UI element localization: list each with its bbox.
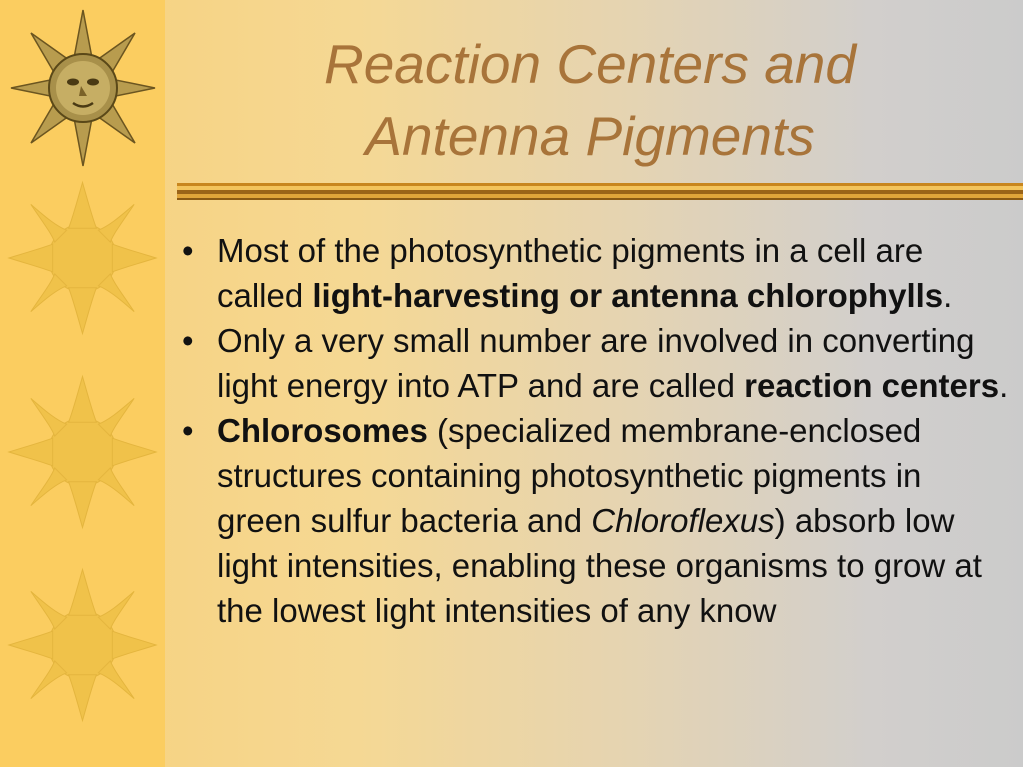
bullet-text: . — [999, 367, 1009, 404]
bullet-text: . — [943, 277, 953, 314]
bullet-text: Most of the photosynthetic pigments in a cell are called — [217, 232, 924, 314]
bullet-marker: • — [182, 322, 194, 359]
bullet-list — [182, 228, 1012, 633]
bullet-text: ) absorb low light intensities, enabling these organisms to grow at the lowest light intensities of any know — [217, 502, 982, 629]
bullet-bold-term: Chlorosomes — [217, 412, 428, 449]
bullet-marker: • — [182, 232, 194, 269]
bullet-text: (specialized membrane-enclosed structures containing photosynthetic pigments in green sulfur bacteria and — [217, 412, 922, 539]
title-line-2: Antenna Pigments — [365, 105, 815, 167]
gold-sun-face-icon — [8, 8, 158, 168]
bullet-bold-term: reaction centers — [744, 367, 1000, 404]
bullet-marker: • — [182, 412, 194, 449]
sun-icon — [5, 372, 160, 532]
bullet-italic-term: Chloroflexus — [591, 502, 775, 539]
side-decoration-strip — [0, 0, 165, 767]
sun-icon — [5, 565, 160, 725]
title-line-1: Reaction Centers and — [324, 33, 856, 95]
bullet-item — [182, 408, 1012, 633]
bullet-text: Only a very small number are involved in converting light energy into ATP and are called — [217, 322, 975, 404]
title-divider-rule — [177, 183, 1023, 201]
bullet-bold-term: light-harvesting or antenna chlorophylls — [312, 277, 944, 314]
slide-title — [180, 28, 1000, 172]
bullet-item — [182, 228, 1012, 318]
sun-icon — [5, 178, 160, 338]
bullet-item — [182, 318, 1012, 408]
